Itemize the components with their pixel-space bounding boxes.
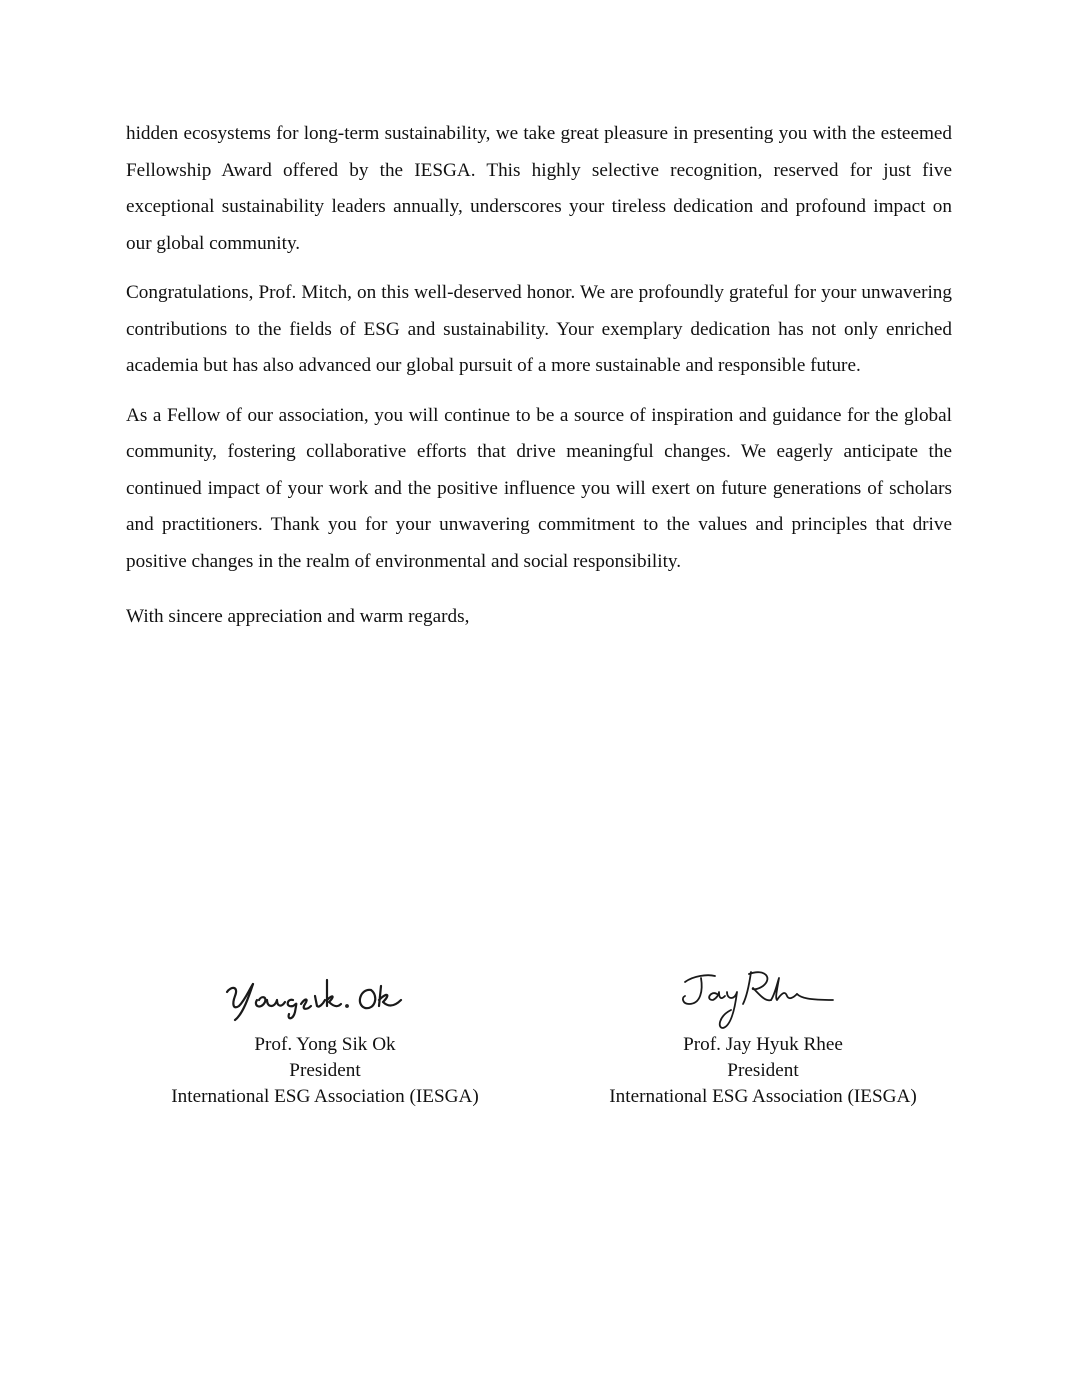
signatory-title: President [727,1060,799,1081]
paragraph-congratulations: Congratulations, Prof. Mitch, on this well-deserved honor. We are profoundly grateful for your unwavering contributions to the fields of ESG and sustainability. Your exemplary dedication has not only enriched academia but has also advanced our global pursuit of a more sustainable and responsible future. [126,282,952,376]
paragraph-fellow: As a Fellow of our association, you will continue to be a source of inspiration and guidance for the global community, fostering collaborative efforts that drive meaningful changes. We eagerly anticipate the continued impact of your work and the positive influence you will exert on future generations of scholars and practitioners. Thank you for your unwavering commitment to the values and principles that drive positive changes in the realm of environmental and social responsibility. [126,404,952,572]
paragraph-award: hidden ecosystems for long-term sustainability, we take great pleasure in presenting you with the esteemed Fellowship Award offered by the IESGA. This highly selective recognition, reserved for just five exceptional sustainability leaders annually, underscores your tireless dedication and profound impact on our global community. [126,123,952,254]
signatory-organization: International ESG Association (IESGA) [171,1086,479,1107]
handwritten-signature-icon [205,960,445,1032]
signature-block-yong-sik-ok [135,960,515,1110]
signatory-name: Prof. Jay Hyuk Rhee [683,1034,843,1055]
closing-line: With sincere appreciation and warm regards, [126,606,470,627]
signatory-organization: International ESG Association (IESGA) [609,1086,917,1107]
signature-block-jay-hyuk-rhee [573,960,953,1110]
signatory-title: President [289,1060,361,1081]
signatory-name: Prof. Yong Sik Ok [254,1034,396,1055]
letter-body [126,116,952,649]
handwritten-signature-icon [673,960,853,1032]
